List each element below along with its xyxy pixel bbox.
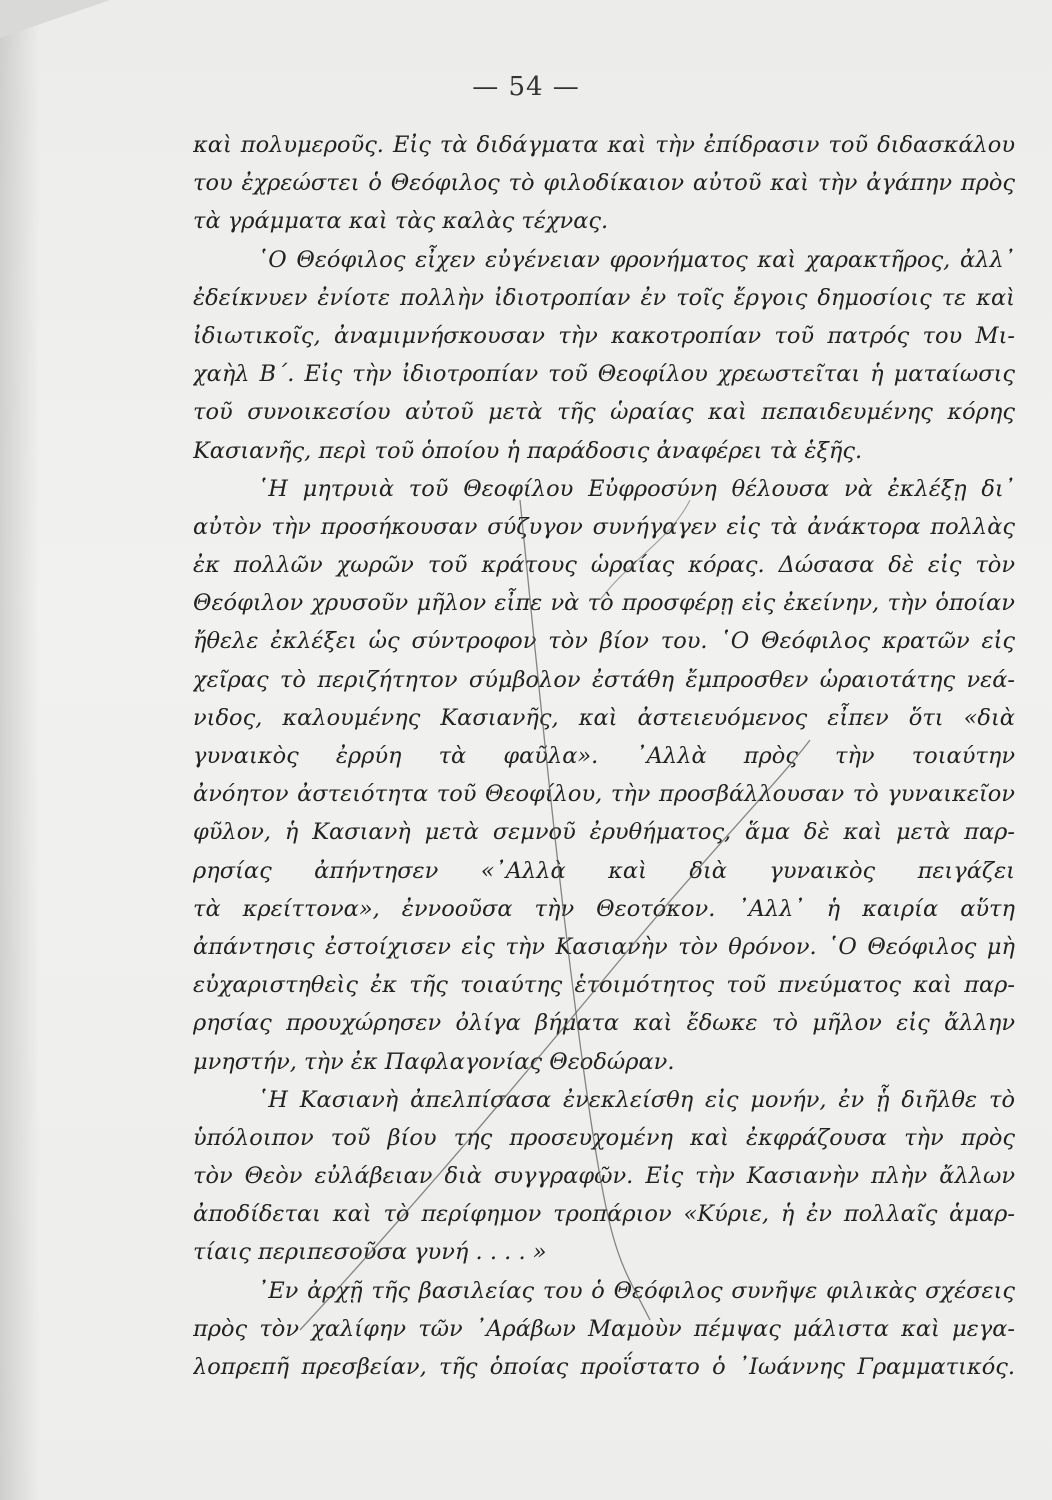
body-text [193,126,1015,1386]
text-line: ἐκ πολλῶν χωρῶν τοῦ κράτους ὡραίας κόρας. Δώσασα δὲ εἰς τὸν [193,552,1015,579]
text-line: ἀποδίδεται καὶ τὸ περίφημον τροπάριον «Κύριε, ἡ ἐν πολλαῖς ἁμαρ- [193,1201,1015,1228]
text-line: Θεόφιλον χρυσοῦν μῆλον εἶπε νὰ τὸ προσφέρῃ εἰς ἐκείνην, τὴν ὁποίαν [193,590,1015,617]
text-line: ἰδιωτικοῖς, ἀναμιμνήσκουσαν τὴν κακοτροπίαν τοῦ πατρός του Μι- [193,322,1015,349]
text-line: χαὴλ Β΄. Εἰς τὴν ἰδιοτροπίαν τοῦ Θεοφίλου χρεωστεῖται ἡ ματαίωσις [193,361,1015,388]
text-line: μνηστήν, τὴν ἐκ Παφλαγονίας Θεοδώραν. [193,1048,675,1075]
text-line: ρησίας προυχώρησεν ὀλίγα βήματα καὶ ἔδωκε τὸ μῆλον εἰς ἄλλην [193,1010,1015,1037]
text-line: ὑπόλοιπον τοῦ βίου της προσευχομένη καὶ ἐκφράζουσα τὴν πρὸς [193,1124,1015,1151]
paragraph-first-line: ῾Η Κασιανὴ ἀπελπίσασα ἐνεκλείσθη εἰς μονήν, ἐν ᾗ διῆλθε τὸ [257,1086,1015,1113]
text-line: λοπρεπῆ πρεσβείαν, τῆς ὁποίας προΐστατο ὁ ᾽Ιωάννης Γραμματικός. [193,1354,1015,1380]
page-edge-shadow [0,0,40,1500]
text-line: ἀνόητον ἀστειότητα τοῦ Θεοφίλου, τὴν προσβάλλουσαν τὸ γυναικεῖον [193,781,1015,808]
text-line: νιδος, καλουμένης Κασιανῆς, καὶ ἀστειευόμενος εἶπεν ὅτι «διὰ [193,704,1015,731]
text-line: πρὸς τὸν χαλίφην τῶν ᾽Αράβων Μαμοὺν πέμψας μάλιστα καὶ μεγα- [193,1315,1015,1342]
text-line: χεῖρας τὸ περιζήτητον σύμβολον ἐστάθη ἔμπροσθεν ὡραιοτάτης νεά- [193,666,1015,693]
text-line: ἀπάντησις ἐστοίχισεν εἰς τὴν Κασιανὴν τὸν θρόνον. ῾Ο Θεόφιλος μὴ [193,933,1015,960]
text-line: ἤθελε ἐκλέξει ὡς σύντροφον τὸν βίον του. ῾Ο Θεόφιλος κρατῶν εἰς [193,628,1015,655]
paragraph-first-line: ῾Ο Θεόφιλος εἶχεν εὐγένειαν φρονήματος καὶ χαρακτῆρος, ἀλλ᾽ [257,246,1015,273]
paragraph-first-line: ᾽Εν ἀρχῇ τῆς βασιλείας του ὁ Θεόφιλος συνῆψε φιλικὰς σχέσεις [257,1277,1015,1304]
text-line: τοῦ συνοικεσίου αὐτοῦ μετὰ τῆς ὡραίας καὶ πεπαιδευμένης κόρης [193,399,1015,426]
text-line: φῦλον, ἡ Κασιανὴ μετὰ σεμνοῦ ἐρυθήματος, ἅμα δὲ καὶ μετὰ παρ- [193,819,1015,846]
text-line: τὸν Θεὸν εὐλάβειαν διὰ συγγραφῶν. Εἰς τὴν Κασιανὴν πλὴν ἄλλων [193,1163,1015,1190]
paragraph-first-line: ῾Η μητρυιὰ τοῦ Θεοφίλου Εὐφροσύνη θέλουσα νὰ ἐκλέξῃ δι᾽ [257,475,1015,502]
text-line: γυναικὸς ἐρρύη τὰ φαῦλα». ᾽Αλλὰ πρὸς τὴν τοιαύτην [193,743,1015,769]
text-line: Κασιανῆς, περὶ τοῦ ὁποίου ἡ παράδοσις ἀναφέρει τὰ ἑξῆς. [193,437,863,464]
text-line: τίαις περιπεσοῦσα γυνή . . . . » [193,1239,547,1266]
text-line: του ἐχρεώστει ὁ Θεόφιλος τὸ φιλοδίκαιον αὐτοῦ καὶ τὴν ἀγάπην πρὸς [193,170,1015,197]
text-line: εὐχαριστηθεὶς ἐκ τῆς τοιαύτης ἑτοιμότητος τοῦ πνεύματος καὶ παρ- [193,972,1015,999]
text-line: τὰ κρείττονα», ἐννοοῦσα τὴν Θεοτόκον. ᾽Αλλ᾽ ἡ καιρία αὕτη [193,895,1015,922]
page-corner-fold [0,0,110,38]
text-line: τὰ γράμματα καὶ τὰς καλὰς τέχνας. [193,208,609,235]
page-number: — 54 — [472,72,580,102]
text-line: καὶ πολυμεροῦς. Εἰς τὰ διδάγματα καὶ τὴν ἐπίδρασιν τοῦ διδασκάλου [193,132,1015,158]
text-line: ρησίας ἀπήντησεν «᾽Αλλὰ καὶ διὰ γυναικὸς πειγάζει [193,857,1015,884]
text-line: ἐδείκνυεν ἐνίοτε πολλὴν ἰδιοτροπίαν ἐν τοῖς ἔργοις δημοσίοις τε καὶ [193,284,1015,311]
text-line: αὐτὸν τὴν προσήκουσαν σύζυγον συνήγαγεν εἰς τὰ ἀνάκτορα πολλὰς [193,513,1015,540]
